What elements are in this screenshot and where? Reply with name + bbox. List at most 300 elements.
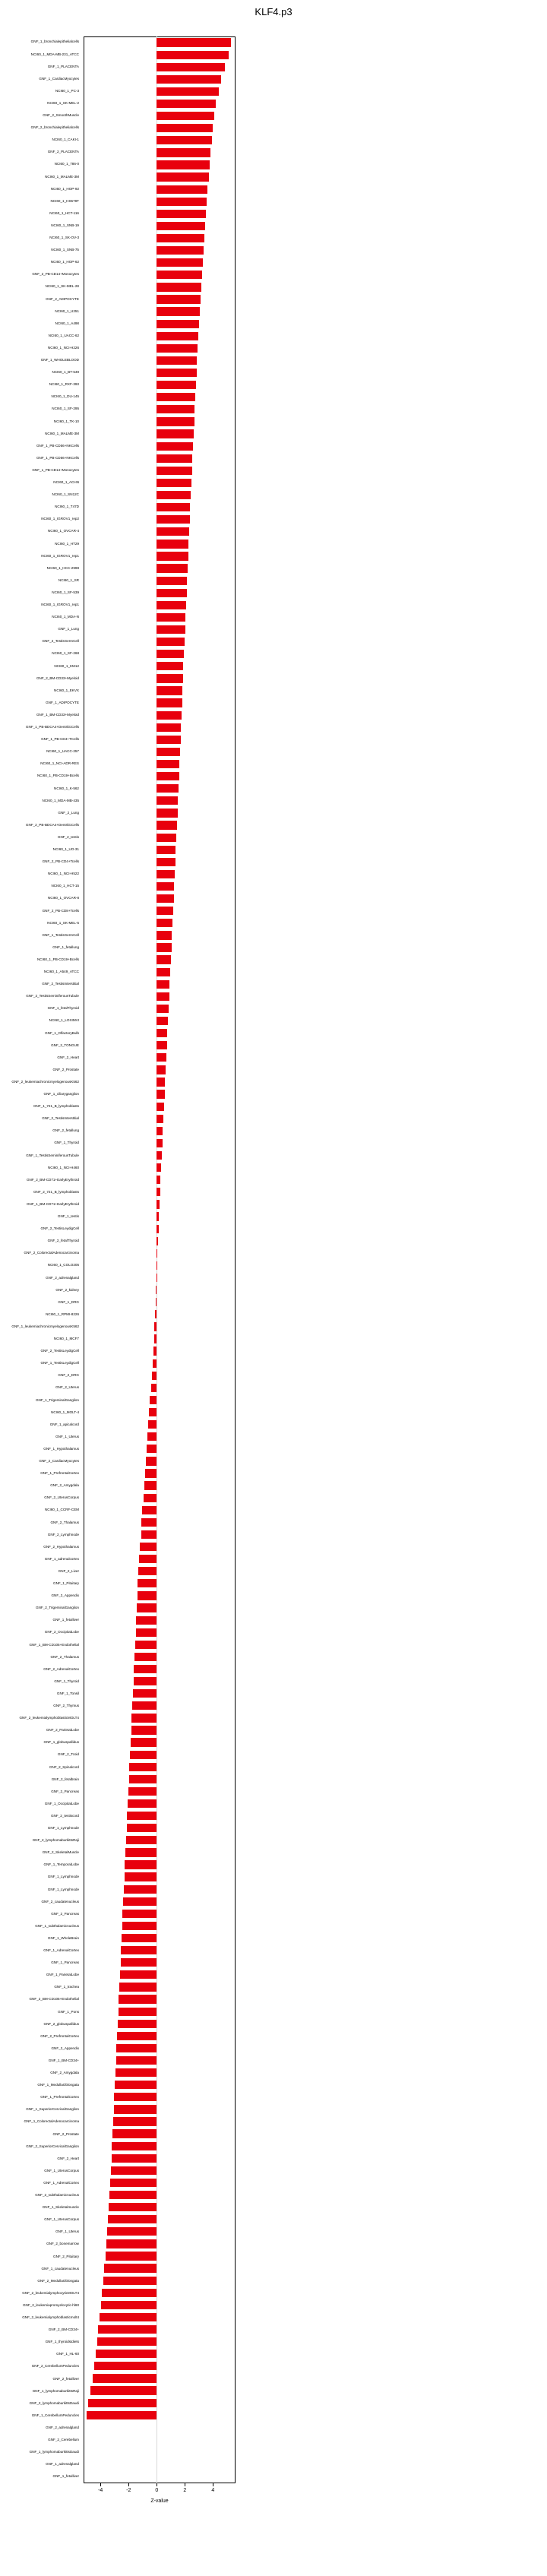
bar-row	[84, 1052, 236, 1064]
bar	[157, 1078, 165, 1086]
bar-row	[84, 2397, 236, 2409]
bar-row	[84, 2017, 236, 2030]
bar-row	[84, 2164, 236, 2176]
bar-row	[84, 587, 236, 599]
bar-row	[84, 2176, 236, 2188]
bar	[156, 1286, 157, 1294]
y-axis-label: NCI60_1_SNB-75	[51, 248, 79, 252]
bar	[157, 625, 185, 634]
bar	[157, 112, 214, 120]
y-axis-label: NCI60_1_SK-OV-3	[49, 236, 79, 240]
y-axis-category-labels	[0, 36, 82, 2483]
y-axis-label: GNF_1_fetallung	[52, 945, 79, 949]
y-axis-label: GNF_1_Pituitary	[53, 1581, 79, 1586]
bar	[140, 1543, 157, 1551]
bar	[157, 858, 175, 866]
y-axis-label: NCI60_1_A549_ATCC	[43, 970, 79, 974]
bar-row	[84, 2042, 236, 2054]
bar-row	[84, 195, 236, 207]
bar-row	[84, 1761, 236, 1773]
y-axis-label: GNF_1_Tonsil	[56, 1691, 79, 1695]
x-axis-tick-label: 2	[183, 2488, 187, 2493]
bar-row	[84, 2226, 236, 2238]
bar	[157, 1139, 162, 1147]
y-axis-label: NCI60_1_IGROV1_rep2	[41, 517, 79, 521]
bar	[157, 210, 206, 218]
bar	[122, 1922, 157, 1930]
bar	[139, 1555, 157, 1563]
y-axis-label: NCI60_1_HT29	[55, 541, 79, 546]
bar	[157, 980, 169, 989]
bar-row	[84, 245, 236, 257]
bar	[157, 1005, 169, 1013]
y-axis-label: GNF_2_Amygdala	[50, 2071, 79, 2075]
y-axis-label: NCI60_1_786-0	[54, 162, 79, 166]
bar-row	[84, 220, 236, 232]
bar-row	[84, 2385, 236, 2397]
bar	[157, 527, 189, 536]
y-axis-label: GNF_1_Thyroid	[54, 1679, 79, 1683]
y-axis-label: NCI60_1_MCF7	[53, 1337, 79, 1341]
bar	[90, 2386, 157, 2394]
bar	[157, 429, 194, 438]
bar	[111, 2166, 157, 2175]
y-axis-label: NCI60_1_KM12	[54, 663, 79, 668]
bar-row	[84, 538, 236, 550]
y-axis-label: GNF_2_TestisSeminiferousTubule	[26, 994, 79, 998]
bar-row	[84, 1309, 236, 1321]
y-axis-label: NCI60_1_CCRF-CEM	[44, 1508, 79, 1512]
y-axis-label: GNF_2_bronchialepithelialcells	[30, 125, 79, 130]
bar	[129, 1763, 157, 1771]
bar	[118, 2020, 157, 2028]
y-axis-label: GNF_2_TestisInterstitial	[42, 982, 79, 986]
bar	[157, 760, 179, 768]
y-axis-label: GNF_2_adrenalgland	[46, 1275, 79, 1280]
bar-row	[84, 1602, 236, 1614]
y-axis-label: GNF_1_DRG	[58, 1299, 79, 1304]
y-axis-label: NCI60_1_SN12C	[52, 492, 79, 497]
bar	[97, 2337, 157, 2346]
bar	[138, 1567, 157, 1575]
bar	[112, 2129, 157, 2138]
bar-row	[84, 1859, 236, 1871]
y-axis-label: GNF_2_leukemialymphoblasticMOLT4	[19, 1716, 79, 1720]
y-axis-label: GNF_1_BM-CD71+EarlyErythroid	[26, 1201, 79, 1206]
y-axis-label: GNF_2_bonemarrow	[46, 2242, 79, 2246]
y-axis-label: NCI60_1_NCI-H460	[47, 1165, 79, 1169]
bar	[157, 87, 218, 96]
bar-row	[84, 1271, 236, 1283]
y-axis-label: GNF_2_SmoothMuscle	[43, 113, 79, 118]
bar	[156, 1298, 157, 1306]
bar	[157, 63, 225, 71]
bar-row	[84, 2005, 236, 2017]
bar-row	[84, 159, 236, 171]
bar-row	[84, 2348, 236, 2360]
bar-row	[84, 61, 236, 73]
y-axis-label: GNF_1_WholeBrain	[47, 1935, 79, 1940]
bar-row	[84, 1676, 236, 1688]
bar	[150, 1396, 157, 1404]
bar-row	[84, 1773, 236, 1785]
y-axis-label: NCI60_1_A498	[55, 321, 79, 325]
bar	[129, 1775, 157, 1783]
bar	[157, 491, 191, 499]
bar	[157, 613, 185, 622]
bar	[157, 1090, 164, 1098]
bar	[157, 417, 194, 426]
y-axis-label: NCI60_1_U251	[55, 309, 79, 313]
y-axis-label: GNF_1_ciliaryganglion	[43, 1092, 79, 1097]
bar-row	[84, 672, 236, 685]
bar	[157, 662, 183, 670]
y-axis-label: GNF_1_subthalamicnucleus	[35, 1923, 79, 1928]
bar	[157, 931, 172, 939]
bar	[116, 2044, 157, 2052]
bar-row	[84, 2214, 236, 2226]
bar-row	[84, 1578, 236, 1590]
y-axis-label: NCI60_1_RXF-393	[49, 382, 79, 387]
bar	[157, 381, 195, 389]
y-axis-label: GNF_1_Lymphnode	[47, 1887, 79, 1891]
y-axis-label: NCI60_1_T47D	[55, 505, 79, 509]
bar	[125, 1848, 157, 1856]
y-axis-label: NCI60_1_OVCAR-8	[47, 896, 79, 900]
bar	[87, 2411, 157, 2419]
bar-row	[84, 1125, 236, 1137]
bar	[157, 1225, 158, 1233]
bar-row	[84, 2360, 236, 2372]
bar-row	[84, 1040, 236, 1052]
bar	[157, 540, 188, 548]
bar	[122, 1934, 157, 1942]
y-axis-label: GNF_1_Hypothalamus	[43, 1446, 79, 1451]
y-axis-label: GNF_2_ADIPOCYTE	[46, 296, 79, 301]
bar	[157, 564, 188, 572]
x-axis-tick	[100, 2483, 101, 2486]
y-axis-label: GNF_2_leukemialymphocyticMOLT4	[22, 2290, 79, 2295]
bar-row	[84, 452, 236, 464]
x-axis-tick-label: -2	[126, 2488, 131, 2493]
y-axis-label: GNF_1_HL-60	[56, 2352, 79, 2356]
bar	[157, 515, 189, 524]
bar-row	[84, 624, 236, 636]
bar	[155, 1310, 157, 1318]
bar-row	[84, 685, 236, 697]
bar-row	[84, 807, 236, 819]
y-axis-label: GNF_2_TestisLeydigCell	[40, 1349, 79, 1353]
bar	[117, 2032, 157, 2040]
bar-row	[84, 464, 236, 476]
bar-row	[84, 1785, 236, 1797]
y-axis-label: GNF_2_DRG	[58, 1373, 79, 1378]
bar	[144, 1481, 157, 1489]
y-axis-label: NCI60_1_NCI-H226	[47, 345, 79, 350]
bar-row	[84, 2079, 236, 2091]
bar	[120, 1970, 157, 1979]
y-axis-label: GNF_2_OccipitalLobe	[44, 1630, 79, 1635]
y-axis-label: GNF_2_fetalbrain	[51, 1777, 79, 1781]
bar	[125, 1860, 157, 1869]
y-axis-label: GNF_2_TestisGermCell	[42, 639, 79, 644]
bar-row	[84, 843, 236, 856]
y-axis-label: GNF_1_CardiacMyocytes	[39, 76, 79, 81]
y-axis-label: NCI60_1_PB-CD19+Bcells	[36, 957, 79, 961]
bar-row	[84, 2054, 236, 2066]
y-axis-label: GNF_2_Prostate	[52, 2131, 79, 2136]
y-axis-label: GNF_2_Thymus	[53, 1704, 79, 1708]
bar	[157, 148, 210, 157]
bar-row	[84, 97, 236, 109]
y-axis-label: GNF_2_leukemiapromyelocytic-hl60	[22, 2302, 79, 2307]
y-axis-label: GNF_1_CerebellumPeduncles	[31, 2413, 79, 2417]
y-axis-label: GNF_2_Heart	[57, 1055, 79, 1059]
bar-row	[84, 1810, 236, 1822]
bar-row	[84, 379, 236, 391]
bar-row	[84, 745, 236, 758]
bar-row	[84, 2311, 236, 2323]
y-axis-label: GNF_2_testis	[57, 834, 79, 839]
y-axis-label: NCI60_1_RPMI-8226	[46, 1312, 79, 1316]
bar-row	[84, 73, 236, 85]
bar-row	[84, 1284, 236, 1296]
bar-row	[84, 2421, 236, 2433]
y-axis-label: NCI60_1_SNB-19	[51, 223, 79, 227]
bar	[157, 1151, 162, 1160]
bar	[154, 1322, 157, 1331]
bar-row	[84, 648, 236, 660]
bar-row	[84, 134, 236, 147]
bar	[108, 2215, 157, 2223]
bar	[119, 1995, 157, 2003]
bar-row	[84, 1626, 236, 1638]
y-axis-label: GNF_2_BM-CD105+Endothelial	[29, 1997, 79, 2002]
bar-row	[84, 1088, 236, 1100]
bar	[130, 1751, 157, 1759]
bar	[122, 1910, 157, 1918]
bar-row	[84, 2286, 236, 2299]
bar	[157, 320, 199, 328]
bar-row	[84, 1259, 236, 1271]
bar	[157, 772, 179, 780]
bar	[157, 698, 182, 707]
y-axis-label: GNF_2_TestisInterstitial	[42, 1116, 79, 1121]
y-axis-label: GNF_1_721_B_lymphoblasts	[33, 1104, 79, 1109]
bar-row	[84, 1492, 236, 1504]
bar-row	[84, 697, 236, 709]
bar-row	[84, 233, 236, 245]
y-axis-label: NCI60_1_SK-MEL-2	[47, 100, 79, 105]
bar-row	[84, 880, 236, 892]
bar	[127, 1812, 157, 1820]
bar	[157, 369, 196, 377]
bar-row	[84, 1002, 236, 1014]
bar-row	[84, 2262, 236, 2274]
y-axis-label: GNF_2_testiscord	[50, 1813, 79, 1818]
bar-row	[84, 1614, 236, 1626]
bar	[157, 332, 198, 340]
bar	[157, 1053, 166, 1062]
y-axis-label: NCI60_1_UO-31	[52, 847, 79, 852]
y-axis-label: NCI60_1_SF-268	[52, 651, 79, 656]
bar-row	[84, 2372, 236, 2385]
bar	[157, 870, 175, 878]
bar	[151, 1384, 157, 1392]
y-axis-label: NCI60_1_HOP-92	[50, 186, 79, 191]
bar-row	[84, 1957, 236, 1969]
y-axis-label: NCI60_1_PB-CD19+Bcells	[36, 774, 79, 778]
bar	[157, 846, 175, 854]
bar	[153, 1347, 157, 1355]
y-axis-label: GNF_2_Uterus	[55, 1385, 79, 1390]
bar-series	[84, 36, 236, 2483]
bar	[152, 1372, 157, 1380]
y-axis-label: GNF_1_apicalcord	[49, 1422, 79, 1426]
bar	[157, 344, 198, 353]
bar-row	[84, 110, 236, 122]
bar-row	[84, 1333, 236, 1345]
bar	[109, 2203, 157, 2211]
bar	[157, 796, 178, 805]
bar-row	[84, 2140, 236, 2152]
bar-row	[84, 1100, 236, 1112]
bar-row	[84, 1112, 236, 1125]
chart-title: KLF4.p3	[255, 6, 292, 17]
x-axis	[84, 2483, 236, 2514]
y-axis-label: NCI60_1_HCT-15	[51, 884, 79, 888]
bar-row	[84, 293, 236, 305]
bar	[157, 711, 182, 720]
bar-row	[84, 1945, 236, 1957]
y-axis-label: NCI60_1_PC-3	[55, 88, 79, 93]
bar	[157, 809, 177, 817]
bar-row	[84, 2116, 236, 2128]
bar-row	[84, 868, 236, 880]
bar	[134, 1677, 157, 1685]
bar	[141, 1518, 157, 1527]
bar	[147, 1432, 157, 1441]
bar-row	[84, 599, 236, 611]
bar-row	[84, 1467, 236, 1479]
y-axis-label: GNF_2_Cerebellum	[48, 2438, 79, 2442]
bar-row	[84, 1076, 236, 1088]
y-axis-label: NCI60_1_LOXIMVI	[49, 1018, 79, 1023]
bar-row	[84, 416, 236, 428]
bar	[103, 2277, 157, 2285]
y-axis-label: NCI60_1_MDA-MB-231_ATCC	[30, 52, 79, 56]
bar-row	[84, 367, 236, 379]
bar	[157, 51, 228, 59]
y-axis-label: GNF_1_PrefrontalCortex	[40, 2095, 79, 2100]
bar-row	[84, 2030, 236, 2042]
bar	[135, 1641, 157, 1649]
bar	[157, 1188, 160, 1196]
y-axis-label: GNF_1_TestisGermCell	[42, 932, 79, 937]
y-axis-label: GNF_1_ColorectalAdenocarcinoma	[24, 2119, 79, 2124]
bar-row	[84, 440, 236, 452]
y-axis-label: GNF_2_ColorectalAdenocarcinoma	[24, 1251, 79, 1255]
bar-row	[84, 1847, 236, 1859]
bar	[157, 405, 194, 413]
y-axis-label: NCI60_1_K-562	[54, 786, 79, 790]
bar	[126, 1836, 157, 1844]
bar-row	[84, 171, 236, 183]
bar	[119, 2008, 157, 2016]
bar-row	[84, 1748, 236, 1761]
bar	[157, 919, 172, 927]
bar	[113, 2117, 157, 2125]
bar-row	[84, 966, 236, 978]
bar-row	[84, 1883, 236, 1895]
bar	[157, 552, 188, 560]
bar-row	[84, 1724, 236, 1736]
y-axis-label: GNF_1_OlfactoryBulb	[45, 1030, 79, 1035]
bar-row	[84, 1969, 236, 1981]
y-axis-label: GNF_2_adrenalgland	[46, 2425, 79, 2429]
bar	[157, 467, 191, 475]
y-axis-label: GNF_1_AdrenalCortex	[43, 1948, 79, 1953]
y-axis-label: NCI60_1_BT-549	[52, 370, 79, 375]
bar	[131, 1714, 157, 1722]
bar	[131, 1738, 157, 1746]
bar-row	[84, 2445, 236, 2457]
y-axis-label: GNF_1_fetalliver	[52, 2474, 79, 2479]
bar-row	[84, 1357, 236, 1369]
bar	[157, 748, 180, 756]
bar	[157, 784, 179, 793]
bar-row	[84, 1688, 236, 1700]
y-axis-label: GNF_2_Lung	[58, 810, 79, 815]
y-axis-label: GNF_1_thyroidstdiets	[45, 2340, 79, 2344]
y-axis-label: NCI60_1_IGROV1_rep1	[41, 603, 79, 607]
y-axis-label: GNF_1_testis	[57, 1214, 79, 1219]
bar	[141, 1530, 157, 1539]
bar	[157, 1017, 168, 1025]
y-axis-label: GNF_2_CerebellumPeduncles	[31, 2364, 79, 2369]
bar-row	[84, 2458, 236, 2470]
bar	[157, 1163, 161, 1172]
bar	[114, 2093, 157, 2101]
bar-row	[84, 2067, 236, 2079]
bar	[115, 2068, 157, 2077]
bar-row	[84, 1798, 236, 1810]
bar	[157, 589, 186, 597]
y-axis-label: GNF_2_Appendix	[51, 2046, 79, 2050]
y-axis-label: GNF_2_Lymphnode	[47, 1532, 79, 1536]
x-axis-title: Z-value	[150, 2498, 169, 2504]
bar-row	[84, 122, 236, 134]
bar	[136, 1616, 157, 1625]
bar-row	[84, 1528, 236, 1540]
bar-row	[84, 305, 236, 318]
bar	[134, 1653, 157, 1661]
y-axis-label: GNF_1_TrigeminalGanglion	[35, 1397, 79, 1402]
y-axis-label: GNF_1_adrenalgland	[46, 2462, 79, 2467]
bar-row	[84, 354, 236, 366]
y-axis-label: NCI60_1_COLO205	[47, 1263, 79, 1267]
bar-row	[84, 2250, 236, 2262]
y-axis-label: GNF_1_trachea	[54, 1985, 79, 1989]
bar	[157, 393, 195, 401]
bar-row	[84, 611, 236, 623]
bar	[144, 1494, 157, 1502]
bar-row	[84, 831, 236, 843]
y-axis-label: GNF_2_MedullaOblongata	[37, 2278, 79, 2283]
bar-row	[84, 1638, 236, 1650]
y-axis-label: GNF_2_PB-CD8+Tcells	[42, 908, 79, 913]
y-axis-label: GNF_1_Uterus	[55, 1434, 79, 1438]
